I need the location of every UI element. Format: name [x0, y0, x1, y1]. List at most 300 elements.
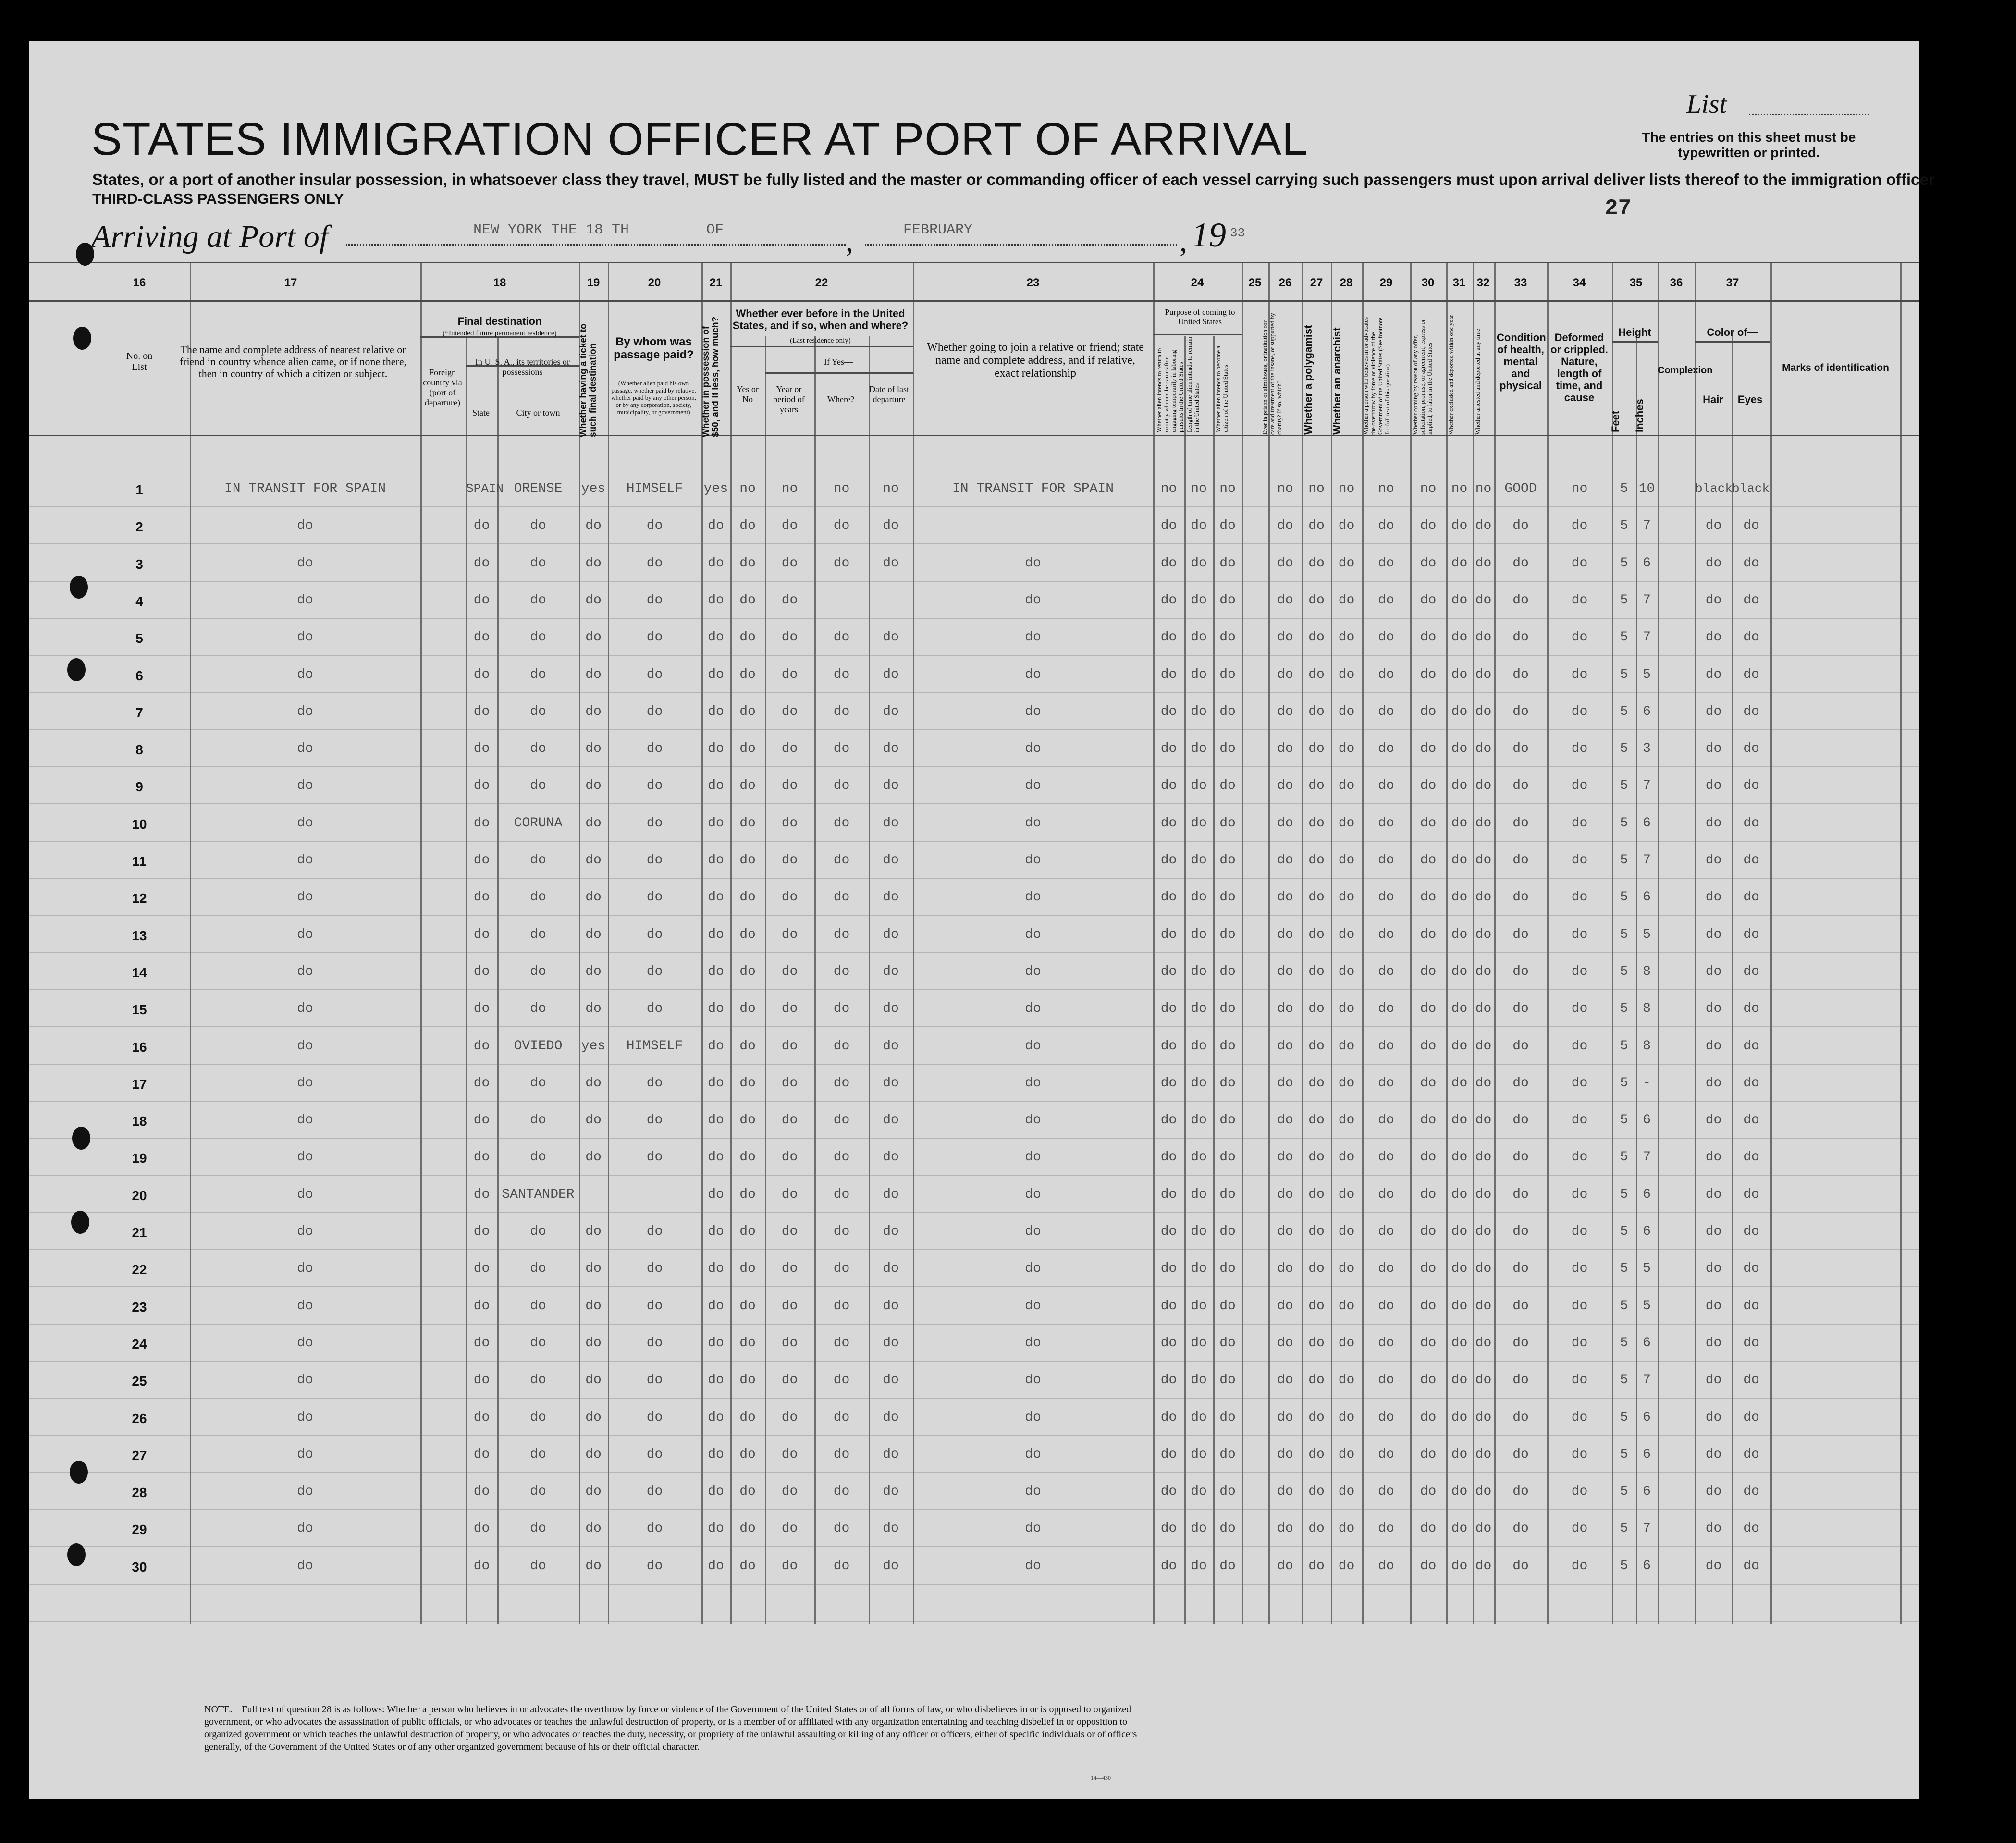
inches-cell: 7	[1643, 630, 1651, 645]
polygamist-cell: do	[1308, 890, 1325, 905]
header-q31: Whether arrested and deported at any time	[1474, 329, 1481, 435]
anarchist-cell: do	[1338, 1038, 1355, 1054]
state-cell: do	[473, 741, 490, 757]
prison-cell: do	[1277, 1447, 1293, 1462]
purpose-length-cell: do	[1191, 964, 1207, 979]
polygamist-cell: do	[1308, 1038, 1325, 1054]
q31-cell: do	[1475, 1484, 1492, 1499]
join-relative-cell: do	[1025, 1224, 1041, 1239]
purpose-return-cell: do	[1160, 592, 1177, 608]
month-field-line	[865, 244, 1177, 246]
prison-cell: do	[1277, 667, 1293, 682]
years-cell: do	[781, 704, 798, 719]
purpose-return-cell: do	[1160, 1224, 1177, 1239]
row-number: 10	[132, 816, 147, 832]
eyes-cell: do	[1743, 1298, 1759, 1314]
row-number: 26	[132, 1411, 147, 1426]
ticket-cell: do	[585, 964, 602, 979]
city-cell: do	[530, 518, 546, 534]
q31-cell: do	[1475, 1187, 1492, 1202]
feet-cell: 5	[1620, 592, 1628, 608]
purpose-citizen-cell: do	[1219, 1373, 1236, 1388]
inches-cell: 7	[1643, 518, 1651, 534]
header-rule	[1612, 341, 1658, 343]
ticket-cell: do	[585, 1558, 602, 1573]
list-label: List	[1686, 89, 1727, 119]
eyes-cell: do	[1743, 1447, 1759, 1462]
purpose-citizen-cell: do	[1219, 1261, 1236, 1277]
inches-cell: 5	[1643, 927, 1651, 942]
q30-cell: do	[1451, 964, 1468, 979]
inches-cell: 5	[1643, 667, 1651, 682]
footnote-q28: NOTE.—Full text of question 28 is as follows: Whether a person who believes in or advocates the overthrow by force or violence of the Government of the United States or of all forms of law, or who disbelieves in or is opposed to organized government, or who advocates the assassination of public officials, or who advocates or teaches the unlawful destruction of property, or is a member of or affiliated with any organization entertaining and teaching disbelief in or opposition to organized government or which teaches the unlawful destruction of property, or who advocates or teaches the duty, necessity, or propriety of the unlawful assaulting or killing of any officer or officers, either of specific individuals or of officers generally, of the Government of the United States or of any other organized government because of his or their official character.	[204, 1704, 1137, 1752]
purpose-return-cell: do	[1160, 1075, 1177, 1091]
column-number: 33	[1514, 276, 1527, 289]
money-cell: do	[708, 1075, 724, 1091]
ever-before-cell: do	[739, 1298, 756, 1314]
purpose-return-cell: do	[1160, 1261, 1177, 1277]
deformed-cell: do	[1571, 704, 1588, 719]
anarchist-cell: do	[1338, 1521, 1355, 1536]
eyes-cell: do	[1743, 890, 1759, 905]
years-cell: do	[781, 1187, 798, 1202]
purpose-length-cell: do	[1191, 1075, 1207, 1091]
header-rule	[29, 262, 1919, 263]
money-cell: do	[708, 1521, 724, 1536]
q30-cell: do	[1451, 1373, 1468, 1388]
join-relative-cell: do	[1025, 927, 1041, 942]
q31-cell: do	[1475, 853, 1492, 868]
q30-cell: do	[1451, 1150, 1468, 1165]
q29-cell: do	[1420, 667, 1437, 682]
q30-cell: do	[1451, 592, 1468, 608]
ever-before-cell: do	[739, 518, 756, 534]
polygamist-cell: do	[1308, 1335, 1325, 1351]
state-cell: do	[473, 555, 490, 571]
purpose-return-cell: do	[1160, 890, 1177, 905]
join-relative-cell: do	[1025, 1150, 1041, 1165]
years-cell: do	[781, 1521, 798, 1536]
polygamist-cell: do	[1308, 815, 1325, 831]
ticket-cell: do	[585, 1224, 602, 1239]
relative-name-cell: do	[297, 1410, 313, 1425]
q31-cell: do	[1475, 1373, 1492, 1388]
column-number: 29	[1379, 276, 1393, 289]
q28-cell: do	[1378, 1224, 1394, 1239]
purpose-citizen-cell: do	[1219, 1298, 1236, 1314]
join-relative-cell: do	[1025, 630, 1041, 645]
hair-cell: do	[1705, 964, 1722, 979]
column-number: 32	[1476, 276, 1490, 289]
inches-cell: 8	[1643, 964, 1651, 979]
ticket-cell: do	[585, 778, 602, 794]
ever-before-cell: do	[739, 741, 756, 757]
hair-cell: do	[1705, 518, 1722, 534]
purpose-citizen-cell: do	[1219, 704, 1236, 719]
purpose-citizen-cell: do	[1219, 667, 1236, 682]
health-cell: do	[1512, 1410, 1529, 1425]
paid-by-cell: do	[646, 1261, 663, 1277]
years-cell: do	[781, 741, 798, 757]
deformed-cell: do	[1571, 1113, 1588, 1128]
deformed-cell: do	[1571, 667, 1588, 682]
feet-cell: 5	[1620, 927, 1628, 942]
polygamist-cell: do	[1308, 853, 1325, 868]
q29-cell: do	[1420, 741, 1437, 757]
deformed-cell: do	[1571, 778, 1588, 794]
prison-cell: do	[1277, 592, 1293, 608]
header-rule	[1695, 341, 1770, 343]
port-field-line	[346, 244, 846, 246]
health-cell: do	[1512, 1187, 1529, 1202]
state-cell: do	[473, 927, 490, 942]
deformed-cell: do	[1571, 927, 1588, 942]
row-number: 8	[135, 742, 143, 758]
where-cell: do	[833, 1298, 850, 1314]
header-rule	[29, 300, 1919, 302]
where-cell: do	[833, 1261, 850, 1277]
polygamist-cell: do	[1308, 1113, 1325, 1128]
header-deformed: Deformed or crippled. Nature, length of time, and cause	[1550, 332, 1608, 404]
ticket-cell: do	[585, 592, 602, 608]
q28-cell: do	[1378, 555, 1394, 571]
purpose-return-cell: do	[1160, 1558, 1177, 1573]
state-cell: do	[473, 704, 490, 719]
q31-cell: do	[1475, 778, 1492, 794]
month-value: FEBRUARY	[903, 222, 973, 238]
q29-cell: do	[1420, 853, 1437, 868]
polygamist-cell: do	[1308, 1261, 1325, 1277]
header-final-destination-note: (*Intended future permanent residence)	[443, 330, 557, 337]
city-cell: do	[530, 853, 546, 868]
paid-by-cell: do	[646, 1373, 663, 1388]
relative-name-cell: do	[297, 815, 313, 831]
q30-cell: do	[1451, 1113, 1468, 1128]
q30-cell: do	[1451, 778, 1468, 794]
years-cell: do	[781, 890, 798, 905]
health-cell: do	[1512, 1521, 1529, 1536]
date-cell: do	[883, 778, 899, 794]
feet-cell: 5	[1620, 1261, 1628, 1277]
join-relative-cell: do	[1025, 1558, 1041, 1573]
eyes-cell: do	[1743, 1521, 1759, 1536]
city-cell: do	[530, 1298, 546, 1314]
deformed-cell: do	[1571, 1558, 1588, 1573]
form-number: 14—430	[1091, 1774, 1111, 1781]
q31-cell: do	[1475, 1447, 1492, 1462]
date-cell: do	[883, 1373, 899, 1388]
paid-by-cell: do	[646, 667, 663, 682]
inches-cell: 5	[1643, 1261, 1651, 1277]
q30-cell: do	[1451, 1558, 1468, 1573]
date-cell: do	[883, 741, 899, 757]
q31-cell: do	[1475, 890, 1492, 905]
anarchist-cell: do	[1338, 1558, 1355, 1573]
city-cell: CORUNA	[514, 815, 563, 831]
prison-cell: do	[1277, 1261, 1293, 1277]
prison-cell: do	[1277, 1373, 1293, 1388]
eyes-cell: do	[1743, 1150, 1759, 1165]
city-cell: OVIEDO	[514, 1038, 563, 1054]
date-cell: do	[883, 1558, 899, 1573]
purpose-length-cell: do	[1191, 927, 1207, 942]
relative-name-cell: do	[297, 518, 313, 534]
eyes-cell: do	[1743, 1075, 1759, 1091]
q29-cell: do	[1420, 1038, 1437, 1054]
where-cell: do	[833, 1373, 850, 1388]
city-cell: do	[530, 890, 546, 905]
relative-name-cell: do	[297, 1150, 313, 1165]
q31-cell: do	[1475, 518, 1492, 534]
prison-cell: do	[1277, 1187, 1293, 1202]
q31-cell: do	[1475, 1261, 1492, 1277]
city-cell: do	[530, 555, 546, 571]
deformed-cell: do	[1571, 1224, 1588, 1239]
purpose-citizen-cell: do	[1219, 518, 1236, 534]
ever-before-cell: do	[739, 630, 756, 645]
q30-cell: do	[1451, 555, 1468, 571]
ever-before-cell: do	[739, 1224, 756, 1239]
where-cell: do	[833, 1410, 850, 1425]
city-cell: do	[530, 1373, 546, 1388]
column-number: 37	[1726, 276, 1739, 289]
money-cell: do	[708, 1261, 724, 1277]
q30-cell: do	[1451, 890, 1468, 905]
anarchist-cell: do	[1338, 1187, 1355, 1202]
column-divider	[420, 262, 422, 1624]
q30-cell: do	[1451, 1001, 1468, 1017]
inches-cell: 8	[1643, 1038, 1651, 1054]
hair-cell: do	[1705, 1038, 1722, 1054]
row-number: 16	[132, 1039, 147, 1055]
polygamist-cell: do	[1308, 1521, 1325, 1536]
list-number-field	[1749, 114, 1869, 115]
row-number: 1	[135, 482, 143, 497]
prison-cell: do	[1277, 1484, 1293, 1499]
ever-before-cell: do	[739, 853, 756, 868]
purpose-length-cell: do	[1191, 1261, 1207, 1277]
prison-cell: do	[1277, 927, 1293, 942]
money-cell: do	[708, 630, 724, 645]
relative-name-cell: do	[297, 1038, 313, 1054]
purpose-length-cell: do	[1191, 1373, 1207, 1388]
money-cell: do	[708, 1224, 724, 1239]
purpose-citizen-cell: no	[1219, 481, 1236, 496]
deformed-cell: do	[1571, 1187, 1588, 1202]
years-cell: do	[781, 815, 798, 831]
q29-cell: do	[1420, 927, 1437, 942]
purpose-return-cell: do	[1160, 1373, 1177, 1388]
deformed-cell: do	[1571, 853, 1588, 868]
state-cell: do	[473, 1075, 490, 1091]
prison-cell: do	[1277, 1001, 1293, 1017]
polygamist-cell: do	[1308, 1224, 1325, 1239]
purpose-citizen-cell: do	[1219, 630, 1236, 645]
deformed-cell: do	[1571, 1335, 1588, 1351]
q28-cell: do	[1378, 853, 1394, 868]
row-number: 29	[132, 1522, 147, 1537]
q29-cell: do	[1420, 1224, 1437, 1239]
hair-cell: do	[1705, 592, 1722, 608]
column-number: 27	[1310, 276, 1323, 289]
city-cell: do	[530, 1410, 546, 1425]
join-relative-cell: do	[1025, 1298, 1041, 1314]
header-year-period: Year or period of years	[773, 384, 805, 414]
prison-cell: do	[1277, 964, 1293, 979]
q30-cell: do	[1451, 667, 1468, 682]
ticket-cell: do	[585, 1075, 602, 1091]
purpose-return-cell: do	[1160, 1521, 1177, 1536]
inches-cell: 7	[1643, 853, 1651, 868]
q28-cell: do	[1378, 667, 1394, 682]
row-number: 21	[132, 1225, 147, 1240]
row-number: 22	[132, 1262, 147, 1278]
row-number: 9	[135, 779, 143, 795]
ever-before-cell: do	[739, 815, 756, 831]
date-cell: do	[883, 667, 899, 682]
q30-cell: do	[1451, 1335, 1468, 1351]
q31-cell: do	[1475, 1521, 1492, 1536]
column-number: 23	[1026, 276, 1040, 289]
ever-before-cell: do	[739, 1447, 756, 1462]
city-cell: do	[530, 927, 546, 942]
health-cell: do	[1512, 630, 1529, 645]
arriving-label: Arriving at Port of	[91, 219, 329, 254]
date-cell: do	[883, 1335, 899, 1351]
q30-cell: do	[1451, 1187, 1468, 1202]
purpose-return-cell: do	[1160, 778, 1177, 794]
purpose-length-cell: do	[1191, 1038, 1207, 1054]
paid-by-cell: do	[646, 964, 663, 979]
header-q30: Whether excluded and deported within one year	[1447, 315, 1454, 435]
q29-cell: do	[1420, 1150, 1437, 1165]
purpose-citizen-cell: do	[1219, 1001, 1236, 1017]
q29-cell: do	[1420, 1113, 1437, 1128]
q28-cell: no	[1378, 481, 1394, 496]
hair-cell: do	[1705, 1447, 1722, 1462]
header-complexion: Complexion	[1658, 365, 1713, 376]
header-rule	[1153, 334, 1242, 335]
polygamist-cell: do	[1308, 555, 1325, 571]
health-cell: do	[1512, 741, 1529, 757]
relative-name-cell: do	[297, 1484, 313, 1499]
join-relative-cell: do	[1025, 1038, 1041, 1054]
port-of: OF	[706, 222, 724, 238]
ticket-cell: yes	[581, 1038, 606, 1054]
purpose-length-cell: no	[1191, 481, 1207, 496]
city-cell: do	[530, 1113, 546, 1128]
state-cell: SPAIN	[466, 481, 504, 496]
health-cell: do	[1512, 667, 1529, 682]
purpose-return-cell: no	[1160, 481, 1177, 496]
header-no-on-list: No. on List	[126, 351, 153, 372]
date-cell: do	[883, 890, 899, 905]
hair-cell: do	[1705, 630, 1722, 645]
row-number: 4	[135, 593, 143, 609]
prison-cell: do	[1277, 1410, 1293, 1425]
state-cell: do	[473, 1001, 490, 1017]
inches-cell: 10	[1638, 481, 1655, 496]
row-number: 28	[132, 1485, 147, 1500]
inches-cell: 6	[1643, 704, 1651, 719]
anarchist-cell: do	[1338, 815, 1355, 831]
years-cell: do	[781, 1484, 798, 1499]
ever-before-cell: no	[739, 481, 756, 496]
deformed-cell: do	[1571, 1150, 1588, 1165]
q29-cell: no	[1420, 481, 1437, 496]
port-value: NEW YORK THE 18 TH	[473, 222, 629, 238]
deformed-cell: do	[1571, 964, 1588, 979]
q28-cell: do	[1378, 890, 1394, 905]
years-cell: do	[781, 555, 798, 571]
ticket-cell: do	[585, 704, 602, 719]
years-cell: do	[781, 667, 798, 682]
column-number: 20	[648, 276, 661, 289]
purpose-return-cell: do	[1160, 1484, 1177, 1499]
hair-cell: do	[1705, 667, 1722, 682]
relative-name-cell: do	[297, 741, 313, 757]
date-cell: do	[883, 1113, 899, 1128]
deformed-cell: do	[1571, 592, 1588, 608]
purpose-citizen-cell: do	[1219, 1447, 1236, 1462]
hair-cell: do	[1705, 1298, 1722, 1314]
column-number: 21	[709, 276, 723, 289]
anarchist-cell: do	[1338, 1447, 1355, 1462]
eyes-cell: do	[1743, 964, 1759, 979]
purpose-length-cell: do	[1191, 1447, 1207, 1462]
join-relative-cell: do	[1025, 1001, 1041, 1017]
q30-cell: do	[1451, 741, 1468, 757]
join-relative-cell: do	[1025, 815, 1041, 831]
inches-cell: 6	[1643, 1224, 1651, 1239]
state-cell: do	[473, 1187, 490, 1202]
purpose-citizen-cell: do	[1219, 1038, 1236, 1054]
polygamist-cell: do	[1308, 704, 1325, 719]
purpose-citizen-cell: do	[1219, 1113, 1236, 1128]
state-cell: do	[473, 1558, 490, 1573]
join-relative-cell: do	[1025, 1521, 1041, 1536]
health-cell: do	[1512, 555, 1529, 571]
anarchist-cell: do	[1338, 1075, 1355, 1091]
health-cell: do	[1512, 1224, 1529, 1239]
feet-cell: 5	[1620, 704, 1628, 719]
eyes-cell: do	[1743, 1038, 1759, 1054]
purpose-citizen-cell: do	[1219, 1484, 1236, 1499]
q29-cell: do	[1420, 815, 1437, 831]
where-cell: do	[833, 890, 850, 905]
relative-name-cell: do	[297, 853, 313, 868]
header-height: Height	[1618, 326, 1651, 338]
q29-cell: do	[1420, 1373, 1437, 1388]
date-cell: do	[883, 704, 899, 719]
q28-cell: do	[1378, 1261, 1394, 1277]
anarchist-cell: do	[1338, 1484, 1355, 1499]
money-cell: do	[708, 741, 724, 757]
deformed-cell: do	[1571, 1410, 1588, 1425]
where-cell: do	[833, 815, 850, 831]
punch-hole	[72, 1127, 90, 1150]
purpose-length-cell: do	[1191, 592, 1207, 608]
date-cell: do	[883, 630, 899, 645]
paid-by-cell: do	[646, 927, 663, 942]
header-where: Where?	[827, 394, 854, 404]
q28-cell: do	[1378, 1373, 1394, 1388]
eyes-cell: do	[1743, 704, 1759, 719]
prison-cell: no	[1277, 481, 1293, 496]
state-cell: do	[473, 667, 490, 682]
relative-name-cell: do	[297, 778, 313, 794]
city-cell: do	[530, 1150, 546, 1165]
